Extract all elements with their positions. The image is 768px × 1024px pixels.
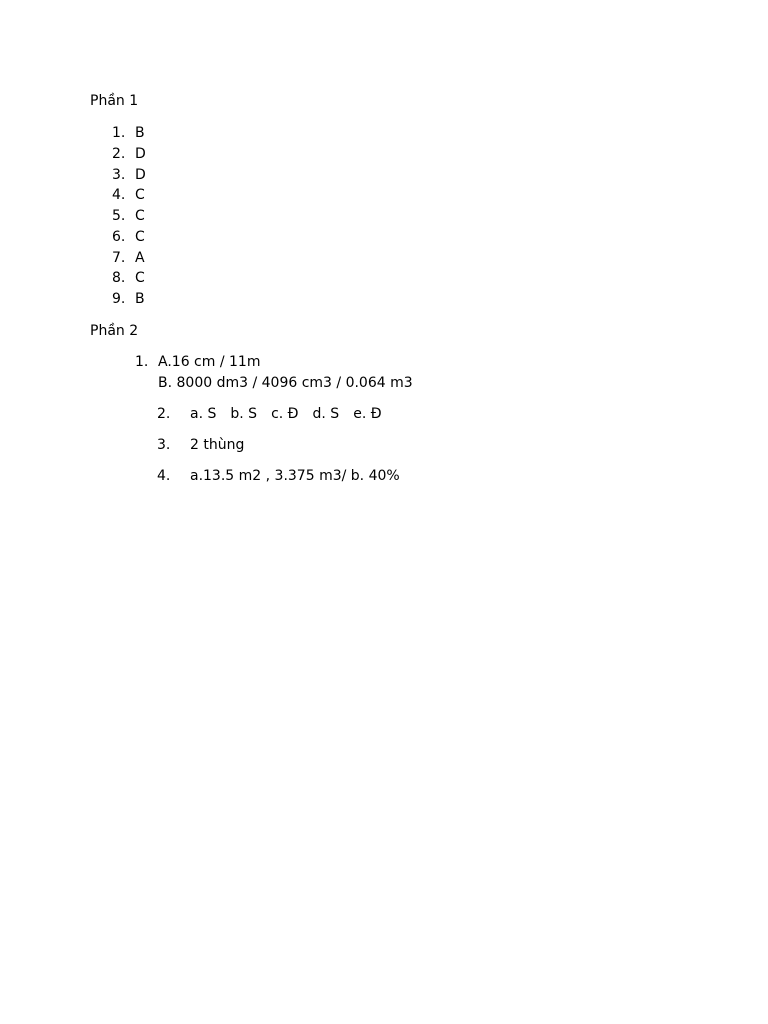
part2-item4-number: 4.	[157, 468, 171, 484]
part1-answer-value: C	[135, 228, 145, 245]
part1-answer-number: 2.	[112, 145, 126, 162]
part2-item1-number: 1.	[135, 354, 149, 370]
part2-item2-answer-a: a. S	[190, 406, 217, 422]
part2-item1-line-a: A.16 cm / 11m	[158, 354, 261, 370]
part2-item4-answer: a.13.5 m2 , 3.375 m3/ b. 40%	[190, 468, 400, 484]
part2-item2-number: 2.	[157, 406, 171, 422]
part1-answer-number: 7.	[112, 249, 126, 266]
part1-answer-value: D	[135, 166, 146, 183]
part2-item2-answer-b: b. S	[230, 406, 258, 422]
part1-answer-number: 5.	[112, 208, 126, 224]
part2-item2-answer-c: c. Đ	[271, 406, 299, 422]
part1-answer-number: 9.	[112, 291, 126, 307]
part1-answer-value: A	[135, 249, 145, 266]
part1-answer-number: 3.	[112, 166, 126, 183]
part2-heading: Phần 2	[90, 323, 139, 339]
part1-answer-value: C	[135, 208, 145, 224]
part1-answer-number: 1.	[112, 125, 126, 141]
part2-item3-number: 3.	[157, 437, 171, 453]
part2-item1-line-b: B. 8000 dm3 / 4096 cm3 / 0.064 m3	[158, 375, 413, 391]
part1-answer-value: C	[135, 270, 145, 287]
part1-answer-value: C	[135, 187, 145, 204]
part2-item3-answer: 2 thùng	[190, 437, 245, 453]
part1-heading: Phần 1	[90, 93, 139, 109]
part1-answer-number: 8.	[112, 270, 126, 287]
part2-item2-answer-e: e. Đ	[353, 406, 382, 422]
part1-answer-value: D	[135, 145, 146, 162]
part2-item2-true-false-answers	[190, 405, 382, 423]
part1-answer-value: B	[135, 125, 145, 141]
part1-answer-number: 6.	[112, 228, 126, 245]
part1-answer-number: 4.	[112, 187, 126, 204]
part1-answer-value: B	[135, 291, 145, 307]
part2-item2-answer-d: d. S	[312, 406, 340, 422]
